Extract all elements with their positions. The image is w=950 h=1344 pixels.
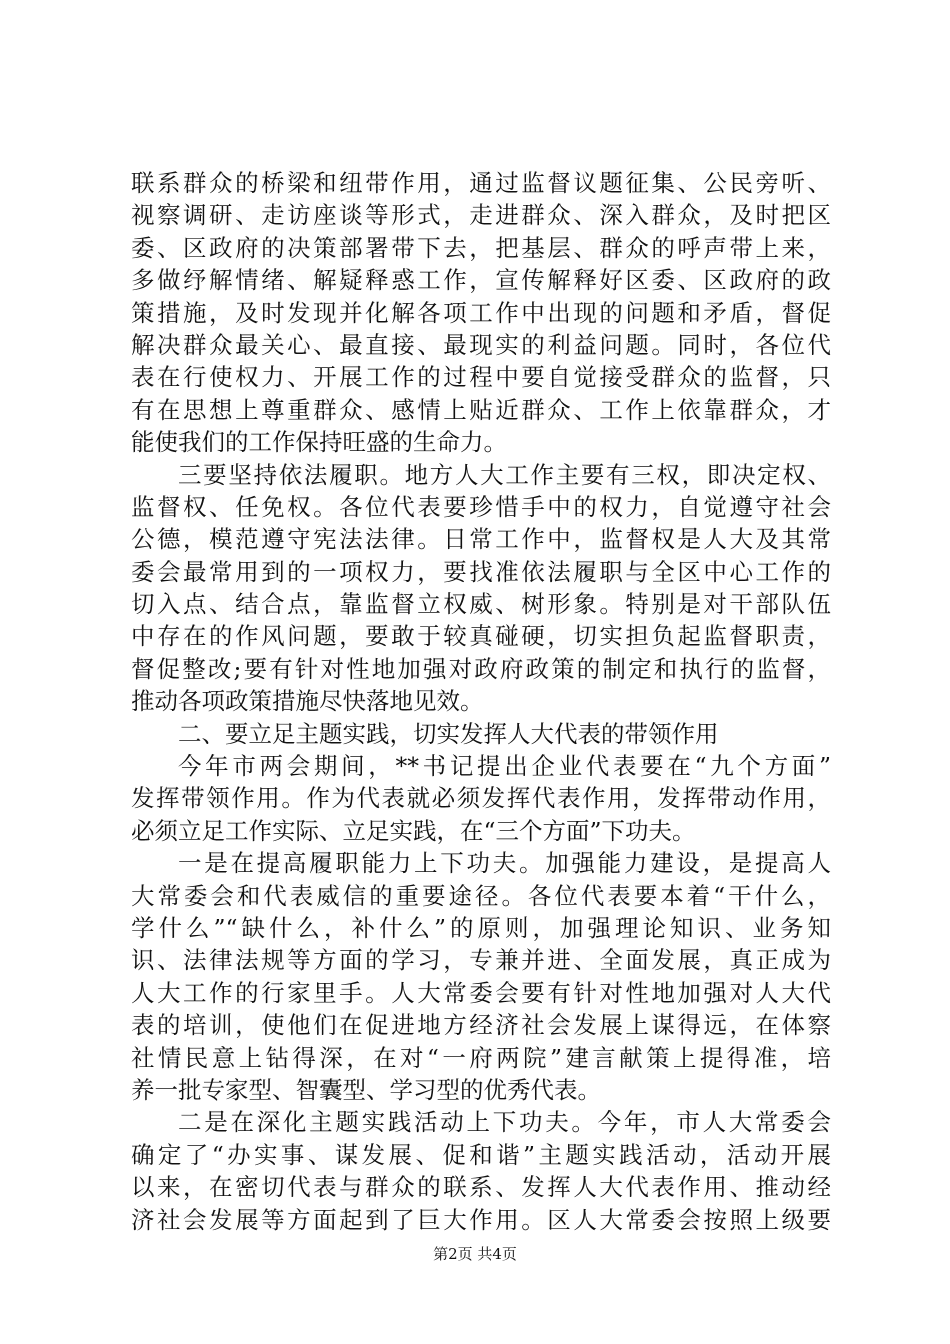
- text-line: 中存在的作风问题，要敢于较真碰硬，切实担负起监督职责，: [131, 622, 831, 651]
- text-line: 联系群众的桥梁和纽带作用，通过监督议题征集、公民旁听、: [131, 169, 831, 197]
- text-line: 发挥带领作用。作为代表就必须发挥代表作用，发挥带动作用，: [131, 784, 831, 813]
- page-footer: 第2页 共4页: [433, 1245, 517, 1263]
- text-line: 必须立足工作实际、立足实践，在“三个方面”下功夫。: [131, 816, 696, 845]
- text-line: 能使我们的工作保持旺盛的生命力。: [131, 428, 507, 457]
- text-line: 委会最常用到的一项权力，要找准依法履职与全区中心工作的: [131, 557, 831, 586]
- text-line: 人大工作的行家里手。人大常委会要有针对性地加强对人大代: [131, 978, 831, 1007]
- text-line: 多做纾解情绪、解疑释惑工作，宣传解释好区委、区政府的政: [131, 266, 831, 295]
- text-line: 大常委会和代表威信的重要途径。各位代表要本着“干什么，: [131, 881, 831, 910]
- text-line: 养一批专家型、智囊型、学习型的优秀代表。: [131, 1075, 601, 1104]
- text-line: 表的培训，使他们在促进地方经济社会发展上谋得远，在体察: [131, 1011, 831, 1040]
- text-line: 三要坚持依法履职。地方人大工作主要有三权，即决定权、: [178, 460, 831, 489]
- text-line: 切入点、结合点，靠监督立权威、树形象。特别是对干部队伍: [131, 590, 831, 619]
- text-line: 识、法律法规等方面的学习，专兼并进、全面发展，真正成为: [131, 946, 831, 975]
- text-line: 确定了“办实事、谋发展、促和谐”主题实践活动，活动开展: [131, 1140, 831, 1169]
- text-line: 学什么”“缺什么，补什么”的原则，加强理论知识、业务知: [131, 913, 831, 942]
- text-line: 一是在提高履职能力上下功夫。加强能力建设，是提高人: [178, 849, 831, 878]
- text-line: 今年市两会期间，**书记提出企业代表要在“九个方面”: [178, 752, 831, 781]
- document-body: [131, 167, 831, 1236]
- text-line: 策措施，及时发现并化解各项工作中出现的问题和矛盾，督促: [131, 298, 831, 327]
- text-line: 推动各项政策措施尽快落地见效。: [131, 687, 484, 716]
- text-line: 以来，在密切代表与群众的联系、发挥人大代表作用、推动经: [131, 1173, 831, 1202]
- text-line: 表在行使权力、开展工作的过程中要自觉接受群众的监督，只: [131, 363, 831, 392]
- text-line: 公德，模范遵守宪法法律。日常工作中，监督权是人大及其常: [131, 525, 831, 554]
- text-line: 视察调研、走访座谈等形式，走进群众、深入群众，及时把区: [131, 201, 831, 230]
- text-line: 济社会发展等方面起到了巨大作用。区人大常委会按照上级要: [131, 1205, 831, 1234]
- text-line: 解决群众最关心、最直接、最现实的利益问题。同时，各位代: [131, 330, 831, 359]
- text-line: 二、要立足主题实践，切实发挥人大代表的带领作用: [178, 719, 719, 748]
- text-line: 二是在深化主题实践活动上下功夫。今年，市人大常委会: [178, 1108, 831, 1137]
- text-line: 有在思想上尊重群众、感情上贴近群众、工作上依靠群众，才: [131, 395, 831, 424]
- text-line: 督促整改;要有针对性地加强对政府政策的制定和执行的监督，: [131, 654, 831, 683]
- text-line: 监督权、任免权。各位代表要珍惜手中的权力，自觉遵守社会: [131, 492, 831, 521]
- text-line: 社情民意上钻得深，在对“一府两院”建言献策上提得准，培: [131, 1043, 831, 1072]
- text-line: 委、区政府的决策部署带下去，把基层、群众的呼声带上来，: [131, 233, 831, 262]
